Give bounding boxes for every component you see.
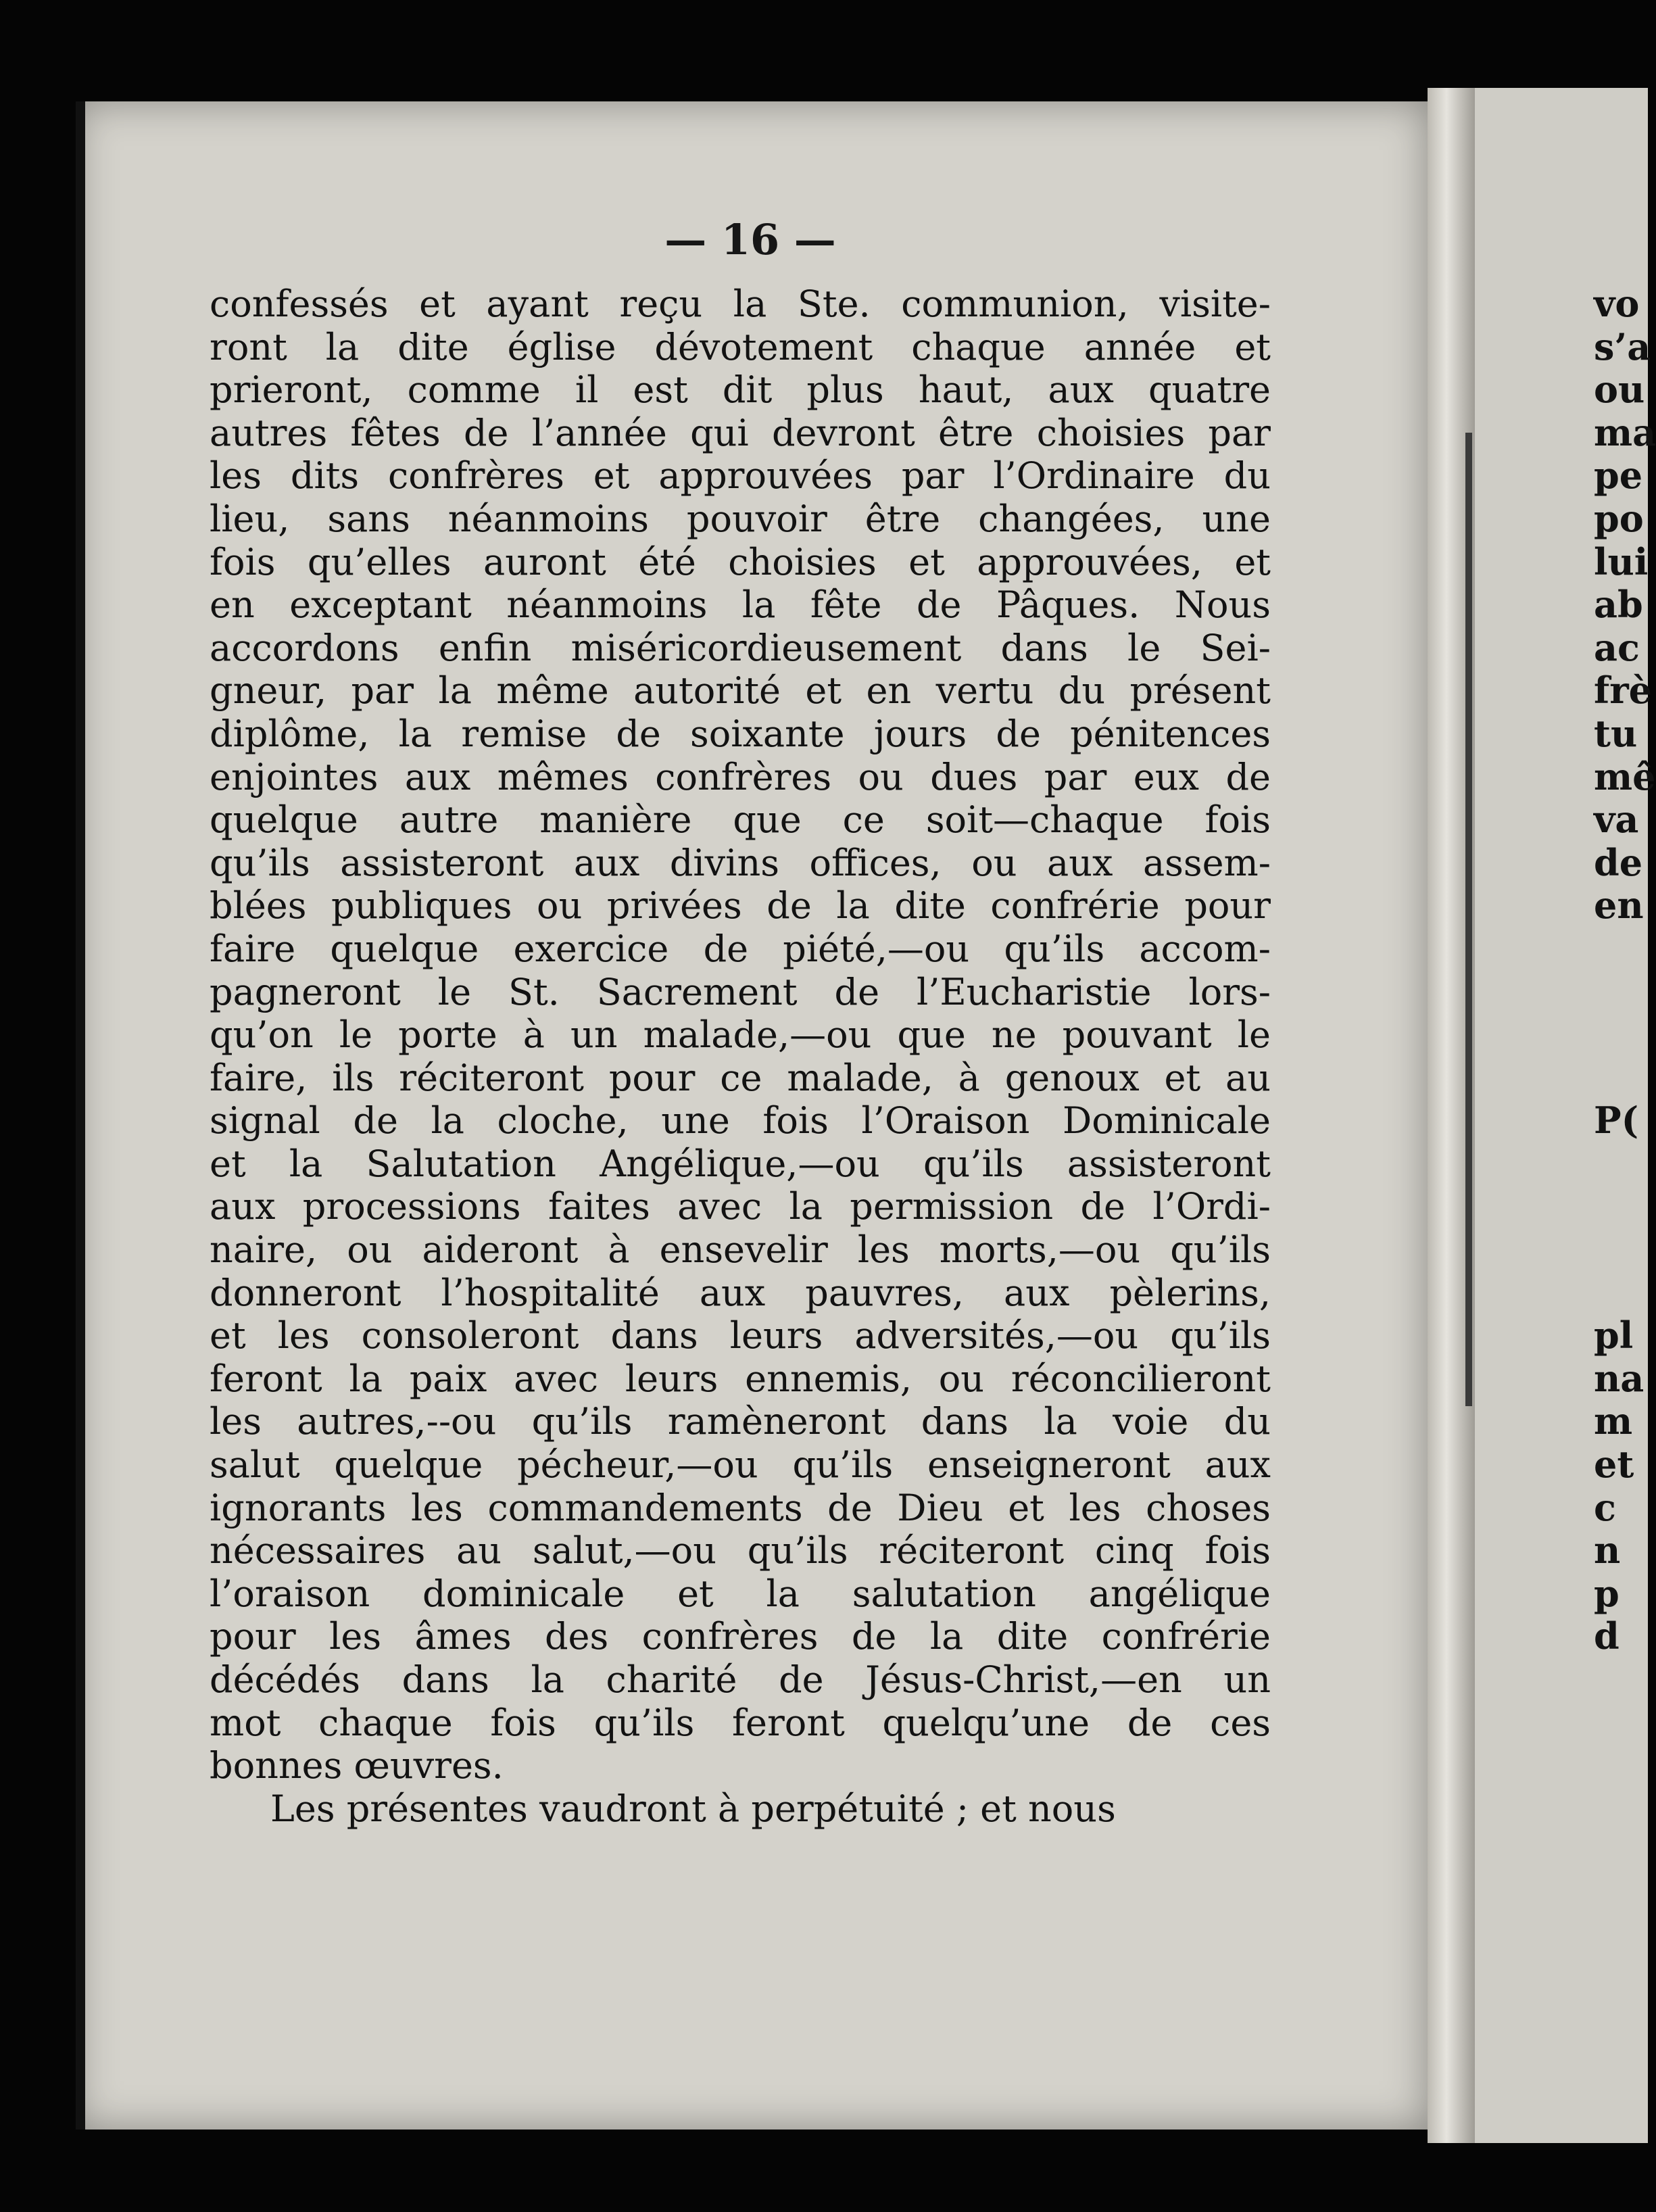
facing-fragment: p: [1594, 1571, 1620, 1615]
text-line: diplôme, la remise de soixante jours de pénitences: [210, 712, 1271, 755]
text-line: donneront l’hospitalité aux pauvres, aux pèlerins,: [210, 1271, 1271, 1314]
facing-page-text: [1594, 282, 1656, 1658]
text-line: en exceptant néanmoins la fête de Pâques. Nous: [210, 583, 1271, 627]
text-line: les autres,--ou qu’ils ramèneront dans la voie du: [210, 1400, 1271, 1443]
text-line: enjointes aux mêmes confrères ou dues par eux de: [210, 755, 1271, 798]
text-line: pour les âmes des confrères de la dite confrérie: [210, 1615, 1271, 1658]
text-line: blées publiques ou privées de la dite confrérie pour: [210, 884, 1271, 928]
text-line: ignorants les commandements de Dieu et les choses: [210, 1486, 1271, 1529]
text-line: et la Salutation Angélique,—ou qu’ils assisteront: [210, 1142, 1271, 1185]
text-line: confessés et ayant reçu la Ste. communion, visite-: [210, 283, 1271, 325]
text-line: bonnes œuvres.: [210, 1744, 504, 1787]
text-line: lieu, sans néanmoins pouvoir être changées, une: [210, 497, 1271, 540]
facing-fragment: mê: [1594, 754, 1656, 798]
text-line: prieront, comme il est dit plus haut, aux quatre: [210, 368, 1271, 412]
facing-fragment: vo: [1594, 282, 1640, 325]
text-line: pagneront le St. Sacrement de l’Eucharistie lors-: [210, 970, 1271, 1013]
text-line: ront la dite église dévotement chaque année et: [210, 325, 1271, 368]
facing-fragment: en: [1594, 884, 1644, 928]
text-line: l’oraison dominicale et la salutation angélique: [210, 1572, 1271, 1615]
text-line: naire, ou aideront à ensevelir les morts,—ou qu’ils: [210, 1228, 1271, 1272]
facing-fragment: pe: [1594, 454, 1643, 498]
facing-fragment: ab: [1594, 583, 1643, 627]
facing-fragment: n: [1594, 1529, 1621, 1572]
text-line: fois qu’elles auront été choisies et approuvées, et: [210, 540, 1271, 583]
facing-fragment: c: [1594, 1485, 1616, 1529]
text-line: nécessaires au salut,—ou qu’ils réciteront cinq fois: [210, 1529, 1271, 1572]
binding-thread: [1465, 433, 1472, 1406]
facing-fragment: s’a: [1594, 324, 1651, 368]
facing-fragment: m: [1594, 1399, 1633, 1443]
facing-fragment: ac: [1594, 625, 1640, 669]
facing-fragment: P(: [1594, 1099, 1639, 1143]
text-line: feront la paix avec leurs ennemis, ou réconcilieront: [210, 1357, 1271, 1400]
text-line: faire quelque exercice de piété,—ou qu’ils accom-: [210, 927, 1271, 970]
facing-fragment: d: [1594, 1614, 1620, 1658]
facing-fragment: ou: [1594, 368, 1645, 412]
text-line: accordons enfin miséricordieusement dans le Sei-: [210, 626, 1271, 669]
facing-fragment: frè: [1594, 669, 1653, 713]
facing-fragment: pl: [1594, 1314, 1634, 1357]
text-line: gneur, par la même autorité et en vertu du présent: [210, 669, 1271, 713]
facing-fragment: lui: [1594, 539, 1649, 583]
text-line: et les consoleront dans leurs adversités,—ou qu’ils: [210, 1314, 1271, 1357]
text-line: mot chaque fois qu’ils feront quelqu’une de ces: [210, 1701, 1271, 1744]
facing-fragment: na: [1594, 1356, 1645, 1400]
facing-fragment: et: [1594, 1443, 1634, 1487]
facing-fragment: tu: [1594, 711, 1638, 755]
text-line: aux processions faites avec la permission de l’Ordi-: [210, 1185, 1271, 1228]
page-edge: [76, 101, 85, 2130]
facing-fragment: po: [1594, 496, 1644, 540]
text-line: signal de la cloche, une fois l’Oraison Dominicale: [210, 1099, 1271, 1143]
final-line: Les présentes vaudront à perpétuité ; et nous: [270, 1787, 1116, 1830]
facing-fragment: va: [1594, 798, 1639, 842]
text-line: qu’ils assisteront aux divins offices, ou aux assem-: [210, 841, 1271, 884]
page-number: — 16 —: [664, 215, 836, 264]
body-text: [210, 283, 1271, 1830]
facing-fragment: ma: [1594, 410, 1656, 454]
text-line: qu’on le porte à un malade,—ou que ne pouvant le: [210, 1013, 1271, 1057]
text-line: les dits confrères et approuvées par l’Ordinaire du: [210, 454, 1271, 498]
text-line: autres fêtes de l’année qui devront être choisies par: [210, 411, 1271, 454]
text-line: faire, ils réciteront pour ce malade, à genoux et au: [210, 1056, 1271, 1099]
text-line: quelque autre manière que ce soit—chaque fois: [210, 798, 1271, 842]
text-line: décédés dans la charité de Jésus-Christ,—en un: [210, 1658, 1271, 1701]
text-line: salut quelque pécheur,—ou qu’ils enseigneront aux: [210, 1443, 1271, 1487]
facing-fragment: de: [1594, 840, 1643, 884]
